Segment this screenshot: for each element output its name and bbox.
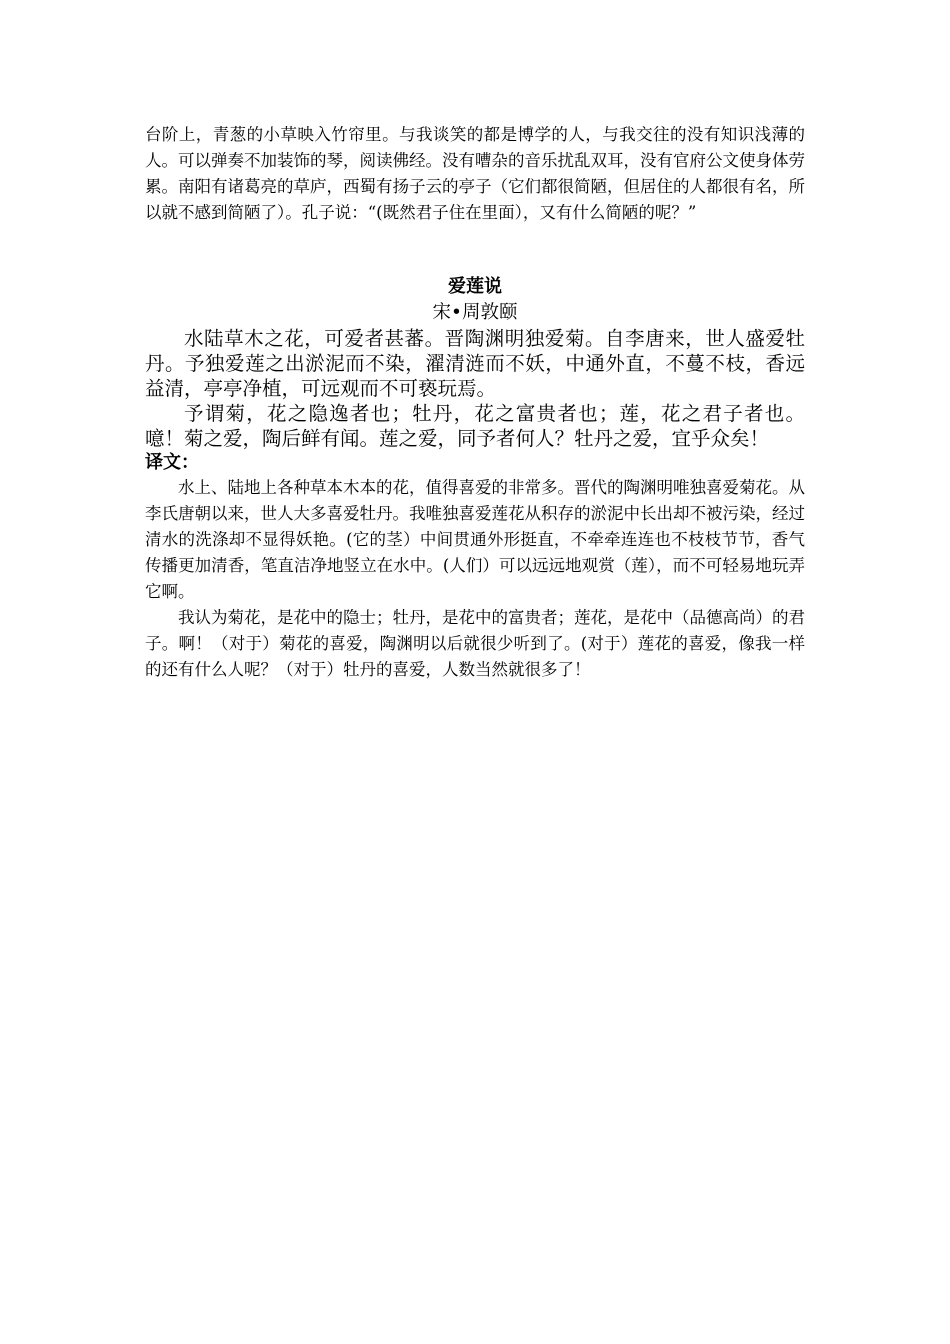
essay-paragraph-2: 予谓菊，花之隐逸者也；牡丹，花之富贵者也；莲，花之君子者也。噫！菊之爱，陶后鲜有闻。莲之爱，同予者何人？牡丹之爱，宜乎众矣！ [145, 402, 805, 450]
essay-body [145, 326, 805, 451]
translation-paragraph-2: 我认为菊花，是花中的隐士；牡丹，是花中的富贵者；莲花，是花中（品德高尚）的君子。啊！（对于）菊花的喜爱，陶渊明以后就很少听到了。(对于）莲花的喜爱，像我一样的还有什么人呢？（对于）牡丹的喜爱，人数当然就很多了！ [145, 608, 805, 679]
essay-author: 宋•周敦颐 [432, 302, 518, 323]
previous-translation-section [145, 122, 805, 226]
translation-paragraph-1: 水上、陆地上各种草本木本的花，值得喜爱的非常多。晋代的陶渊明唯独喜爱菊花。从李氏唐朝以来，世人大多喜爱牡丹。我唯独喜爱莲花从积存的淤泥中长出却不被污染，经过清水的洗涤却不显得妖艳。(它的茎）中间贯通外形挺直，不牵牵连连也不枝枝节节，香气传播更加清香，笔直洁净地竖立在水中。(人们）可以远远地观赏（莲），而不可轻易地玩弄它啊。 [145, 478, 805, 601]
translation-heading: 译文： [145, 452, 199, 473]
translation-body [145, 475, 805, 683]
document-page [145, 122, 805, 683]
essay-title: 爱莲说 [448, 276, 502, 297]
essay-paragraph-1: 水陆草木之花，可爱者甚蕃。晋陶渊明独爱菊。自李唐来，世人盛爱牡丹。予独爱莲之出淤泥而不染，濯清涟而不妖，中通外直，不蔓不枝，香远益清，亭亭净植，可远观而不可亵玩焉。 [145, 327, 805, 400]
previous-translation-paragraph: 台阶上，青葱的小草映入竹帘里。与我谈笑的都是博学的人，与我交往的没有知识浅薄的人。可以弹奏不加装饰的琴，阅读佛经。没有嘈杂的音乐扰乱双耳，没有官府公文使身体劳累。南阳有诸葛亮的草庐，西蜀有扬子云的亭子（它们都很简陋，但居住的人都很有名，所以就不感到简陋了）。孔子说：“(既然君子住在里面），又有什么简陋的呢？” [145, 125, 805, 222]
